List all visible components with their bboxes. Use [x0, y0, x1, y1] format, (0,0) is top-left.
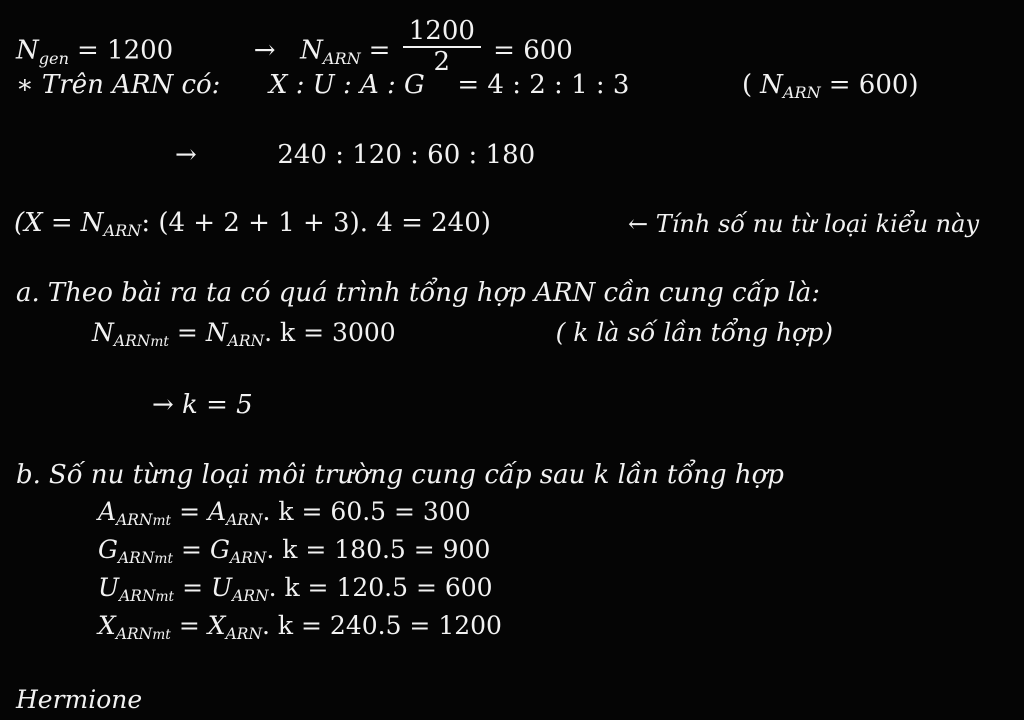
b-row-u-lhs-var: U	[98, 573, 120, 602]
part-a-label: a.	[16, 278, 40, 308]
narn-sub: ARN	[322, 48, 361, 68]
ratio-values: = 4 : 2 : 1 : 3	[457, 70, 630, 100]
part-b-row-g	[98, 535, 490, 567]
b-row-u-rhs-var: U	[211, 573, 233, 602]
part-b-label: b.	[16, 460, 41, 490]
b-row-a-rhs-sub: ARN	[226, 510, 263, 529]
a-eq-equals: =	[176, 318, 198, 347]
a-eq-rhs-sub: ARN	[227, 331, 265, 350]
b-row-a-lhs-var: A	[98, 497, 117, 526]
b-row-x-rhs-var: X	[207, 611, 226, 640]
b-row-g-lhs-subsub: mt	[154, 550, 173, 567]
line-x-formula	[14, 208, 491, 240]
x-formula-sub: ARN	[103, 221, 142, 241]
part-a-result-text: → k = 5	[152, 390, 253, 420]
b-row-a-rhs-var: A	[208, 497, 227, 526]
fraction-denominator: 2	[433, 47, 451, 78]
b-row-u-rhs-sub: ARN	[232, 586, 269, 605]
b-row-u-lhs-subsub: mt	[155, 588, 175, 605]
ngen-value: = 1200	[76, 35, 174, 66]
b-row-x-lhs-sub: ARN	[115, 624, 153, 643]
x-formula-rest: : (4 + 2 + 1 + 3). 4 = 240)	[141, 208, 491, 238]
part-b-text: Số nu từng loại môi trường cung cấp sau k lần tổng hợp	[48, 460, 784, 490]
b-row-g-rhs-rest: . k = 180.5 = 900	[266, 535, 491, 564]
part-a-text: Theo bài ra ta có quá trình tổng hợp ARN cần cung cấp là:	[47, 278, 820, 308]
part-b-statement	[16, 460, 784, 490]
signature-text: Hermione	[16, 685, 143, 714]
b-row-u-lhs-sub: ARN	[119, 586, 156, 605]
b-row-x-rhs-rest: . k = 240.5 = 1200	[262, 611, 502, 640]
a-eq-note: ( k là số lần tổng hợp)	[555, 318, 833, 347]
ratio-note-sub: ARN	[782, 83, 821, 103]
narn-result: = 600	[493, 35, 573, 66]
fraction-numerator: 1200	[403, 18, 481, 48]
part-a-equation	[92, 318, 833, 350]
b-row-g-rhs-var: G	[209, 535, 230, 564]
b-row-x-lhs-var: X	[98, 611, 116, 640]
narn-equals: =	[368, 35, 391, 66]
ratio-note-var: N	[760, 70, 783, 100]
b-row-g-lhs-sub: ARN	[117, 548, 155, 567]
tren-arn-label: ∗ Trên ARN có:	[16, 70, 221, 100]
ngen-sub: gen	[38, 48, 69, 68]
arrow-right-icon-2: →	[175, 140, 197, 170]
b-row-u-rhs-rest: . k = 120.5 = 600	[268, 573, 493, 602]
signature	[16, 685, 142, 714]
b-row-g-equals: =	[181, 535, 202, 564]
part-b-row-u	[98, 573, 493, 605]
b-row-x-lhs-subsub: mt	[152, 626, 171, 643]
part-b-row-a	[98, 497, 471, 529]
x-formula-open: (X =	[14, 208, 73, 238]
line-ngen-narn	[16, 18, 573, 77]
x-formula-var: N	[80, 208, 104, 238]
fraction-1200-over-2	[403, 18, 481, 77]
b-row-u-equals: =	[182, 573, 204, 602]
b-row-a-lhs-subsub: mt	[152, 512, 172, 529]
part-a-statement	[16, 278, 820, 308]
ratio-resolved-values: 240 : 120 : 60 : 180	[277, 140, 536, 170]
b-row-a-lhs-sub: ARN	[116, 510, 153, 529]
b-row-a-equals: =	[179, 497, 201, 526]
ratio-names: X : U : A : G	[268, 70, 425, 100]
a-eq-lhs-sub: ARN	[113, 331, 151, 350]
a-eq-rhs-var: N	[205, 318, 228, 347]
line-ratio	[16, 70, 919, 102]
b-row-a-rhs-rest: . k = 60.5 = 300	[262, 497, 471, 526]
annotation-tinh-so-nu	[628, 210, 979, 238]
annotation-text: ← Tính số nu từ loại kiểu này	[628, 210, 979, 238]
part-b-row-x	[98, 611, 502, 643]
part-a-result	[152, 390, 253, 420]
ratio-note-open: (	[741, 70, 753, 100]
a-eq-lhs-subsub: mt	[150, 333, 169, 350]
narn-var: N	[300, 35, 323, 66]
b-row-x-equals: =	[178, 611, 200, 640]
b-row-x-rhs-sub: ARN	[225, 624, 263, 643]
a-eq-rhs-rest: . k = 3000	[264, 318, 396, 347]
b-row-g-lhs-var: G	[98, 535, 118, 564]
arrow-right-icon: →	[253, 35, 276, 66]
a-eq-lhs-var: N	[92, 318, 114, 347]
b-row-g-rhs-sub: ARN	[229, 548, 267, 567]
ngen-var: N	[16, 35, 39, 66]
ratio-note-value: = 600)	[828, 70, 919, 100]
line-ratio-resolved	[175, 140, 535, 170]
